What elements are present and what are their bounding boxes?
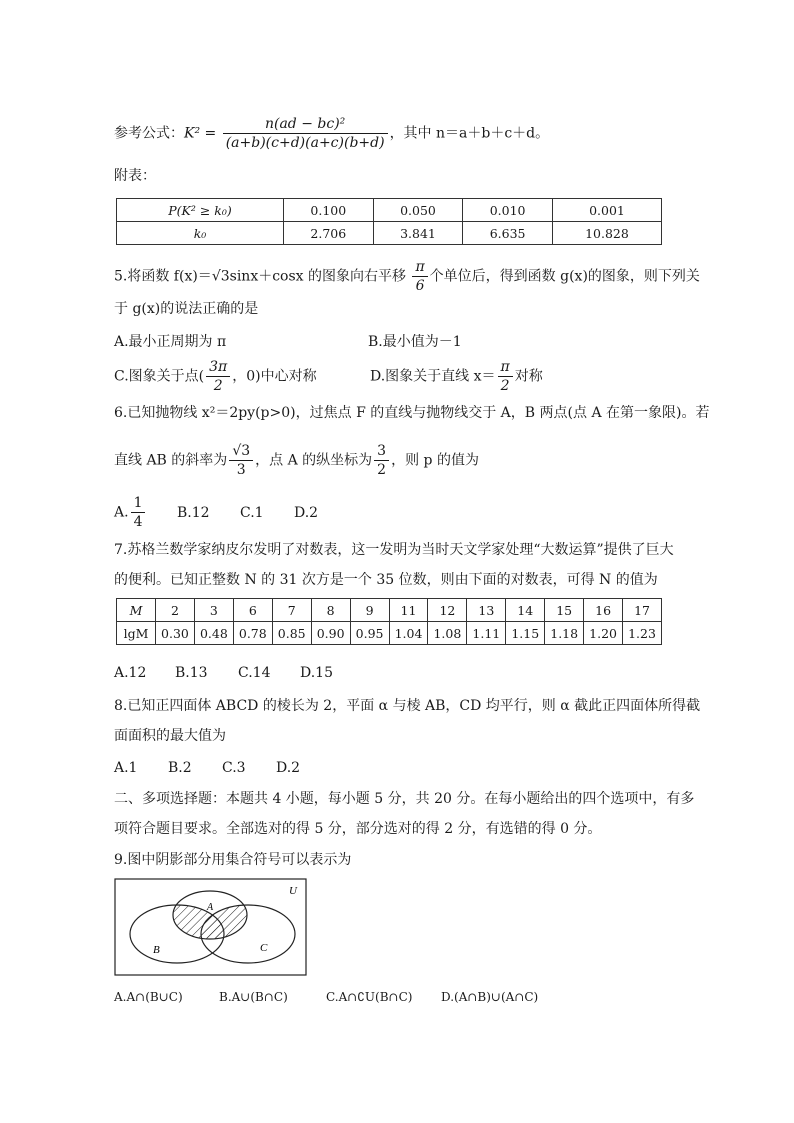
formula-fraction — [223, 115, 388, 152]
frac-den: 2 — [500, 378, 510, 394]
table-cell: 7 — [272, 599, 311, 622]
table-cell: 8 — [311, 599, 350, 622]
q6-option-b: B.12 — [177, 505, 210, 521]
opt-text: D.图象关于直线 x＝ — [370, 368, 496, 385]
optd-fraction — [498, 358, 513, 395]
label-c: C — [260, 942, 268, 954]
table-cell: 1.20 — [584, 622, 623, 645]
formula-lhs: K² = — [184, 125, 217, 142]
q8-option-d: D.2 — [276, 760, 301, 776]
frac-den: 2 — [213, 378, 223, 394]
formula-suffix: ，其中 n＝a＋b＋c＋d。 — [389, 125, 550, 142]
table-cell: 0.050 — [373, 199, 463, 222]
opt-label: A. — [114, 504, 129, 521]
table-cell: 17 — [623, 599, 662, 622]
section2-heading-line2: 项符合题目要求。全部选对的得 5 分，部分选对的得 2 分，有选错的得 0 分。 — [114, 821, 602, 837]
table-cell: 1.18 — [545, 622, 584, 645]
table-cell: lgM — [117, 622, 156, 645]
q7-stem-line2: 的便利。已知正整数 N 的 31 次方是一个 35 位数，则由下面的对数表，可得 N 的值为 — [114, 572, 658, 588]
q9-option-d: D.(A∩B)∪(A∩C) — [441, 990, 539, 1004]
frac-den: 2 — [377, 462, 387, 478]
frac-num: 3 — [374, 442, 389, 461]
q7-option-d: D.15 — [300, 665, 333, 681]
q7-option-b: B.13 — [175, 665, 208, 681]
q5-stem-line1 — [114, 258, 700, 295]
table-cell: 0.010 — [463, 199, 553, 222]
frac-den: 3 — [236, 462, 246, 478]
q9-stem: 9.图中阴影部分用集合符号可以表示为 — [114, 852, 352, 868]
frac-den: 6 — [415, 278, 425, 294]
frac-num: 3π — [206, 358, 230, 377]
formula-prefix: 参考公式： — [114, 125, 184, 142]
q8-stem-line2: 面面积的最大值为 — [114, 728, 226, 744]
table-cell: M — [117, 599, 156, 622]
critical-value-table — [116, 198, 662, 245]
q5-text: sinx＋cosx 的图象向右平移 — [229, 268, 407, 285]
q6-stem-line2 — [114, 442, 479, 479]
q5-fraction — [412, 258, 427, 295]
q5-stem-line2: 于 g(x)的说法正确的是 — [114, 301, 259, 317]
table-cell: 6.635 — [463, 222, 553, 245]
table-cell: 10.828 — [552, 222, 661, 245]
formula-denominator: (a+b)(c+d)(a+c)(b+d) — [225, 135, 385, 151]
reference-formula — [114, 115, 549, 152]
q6-text: 直线 AB 的斜率为 — [114, 452, 228, 469]
frac-den: 4 — [133, 514, 143, 530]
q8-option-a: A.1 — [114, 760, 138, 776]
q8-option-c: C.3 — [222, 760, 246, 776]
table-row — [117, 622, 662, 645]
table-cell: 1.11 — [467, 622, 506, 645]
q5-option-b: B.最小值为－1 — [368, 334, 462, 350]
label-a: A — [207, 902, 214, 913]
opta-fraction — [131, 494, 146, 531]
table-cell: 1.15 — [506, 622, 545, 645]
table-cell: 15 — [545, 599, 584, 622]
table-cell: 2.706 — [284, 222, 374, 245]
table-cell: k₀ — [117, 222, 284, 245]
table-cell: 6 — [233, 599, 272, 622]
q5-text: 5.将函数 f(x)＝ — [114, 268, 212, 285]
table-cell: 0.100 — [284, 199, 374, 222]
table-cell: 0.78 — [233, 622, 272, 645]
q9-option-c: C.A∩∁U(B∩C) — [326, 990, 413, 1004]
q9-option-a: A.A∩(B∪C) — [114, 990, 183, 1004]
table-cell: 11 — [389, 599, 428, 622]
appendix-label: 附表： — [114, 168, 156, 184]
venn-diagram — [114, 878, 308, 976]
table-cell: 0.48 — [194, 622, 233, 645]
table-cell: 2 — [156, 599, 195, 622]
q6-option-c: C.1 — [240, 505, 264, 521]
log-table — [116, 598, 662, 645]
table-cell: 14 — [506, 599, 545, 622]
section2-heading-line1: 二、多项选择题：本题共 4 小题，每小题 5 分，共 20 分。在每小题给出的四个选项中，有多 — [114, 791, 695, 807]
optc-fraction — [206, 358, 230, 395]
q6-option-a — [114, 494, 147, 531]
table-cell: 16 — [584, 599, 623, 622]
q8-option-b: B.2 — [168, 760, 192, 776]
opt-text: 对称 — [514, 368, 543, 385]
table-cell: 0.30 — [156, 622, 195, 645]
table-cell: P(K² ≥ k₀) — [117, 199, 284, 222]
q7-option-c: C.14 — [238, 665, 271, 681]
q8-stem-line1: 8.已知正四面体 ABCD 的棱长为 2，平面 α 与棱 AB，CD 均平行，则 α 截此正四面体所得截 — [114, 698, 701, 714]
table-row — [117, 199, 662, 222]
table-cell: 13 — [467, 599, 506, 622]
table-cell: 0.85 — [272, 622, 311, 645]
slope-fraction — [229, 442, 253, 479]
q6-text: ，则 p 的值为 — [391, 452, 479, 469]
table-row — [117, 599, 662, 622]
q5-text: 个单位后，得到函数 g(x)的图象，则下列关 — [429, 268, 700, 285]
table-cell: 12 — [428, 599, 467, 622]
table-cell: 0.95 — [350, 622, 389, 645]
label-u: U — [289, 885, 297, 897]
frac-num: π — [412, 258, 427, 277]
table-cell: 3.841 — [373, 222, 463, 245]
table-cell: 0.001 — [552, 199, 661, 222]
table-cell: 0.90 — [311, 622, 350, 645]
opt-text: C.图象关于点( — [114, 368, 205, 385]
q9-option-b: B.A∪(B∩C) — [219, 990, 288, 1004]
frac-num: π — [498, 358, 513, 377]
q6-option-d: D.2 — [294, 505, 319, 521]
q6-stem-line1: 6.已知抛物线 x²＝2py(p>0)，过焦点 F 的直线与抛物线交于 A，B 两点(点 A 在第一象限)。若 — [114, 405, 710, 421]
frac-num: 1 — [131, 494, 146, 513]
q5-option-a: A.最小正周期为 π — [114, 334, 227, 350]
q7-option-a: A.12 — [114, 665, 147, 681]
formula-numerator: n(ad − bc)² — [223, 115, 388, 134]
table-cell: 1.04 — [389, 622, 428, 645]
q5-option-d — [370, 358, 543, 395]
q7-stem-line1: 7.苏格兰数学家纳皮尔发明了对数表，这一发明为当时天文学家处理“大数运算”提供了巨大 — [114, 542, 674, 558]
q6-text: ，点 A 的纵坐标为 — [255, 452, 373, 469]
table-cell: 9 — [350, 599, 389, 622]
table-row — [117, 222, 662, 245]
table-cell: 1.23 — [623, 622, 662, 645]
y-fraction — [374, 442, 389, 479]
label-b: B — [153, 944, 160, 956]
q5-sqrt: √3 — [211, 268, 230, 285]
opt-text: ，0)中心对称 — [232, 368, 317, 385]
frac-num: √3 — [229, 442, 253, 461]
q5-option-c — [114, 358, 317, 395]
table-cell: 1.08 — [428, 622, 467, 645]
table-cell: 3 — [194, 599, 233, 622]
